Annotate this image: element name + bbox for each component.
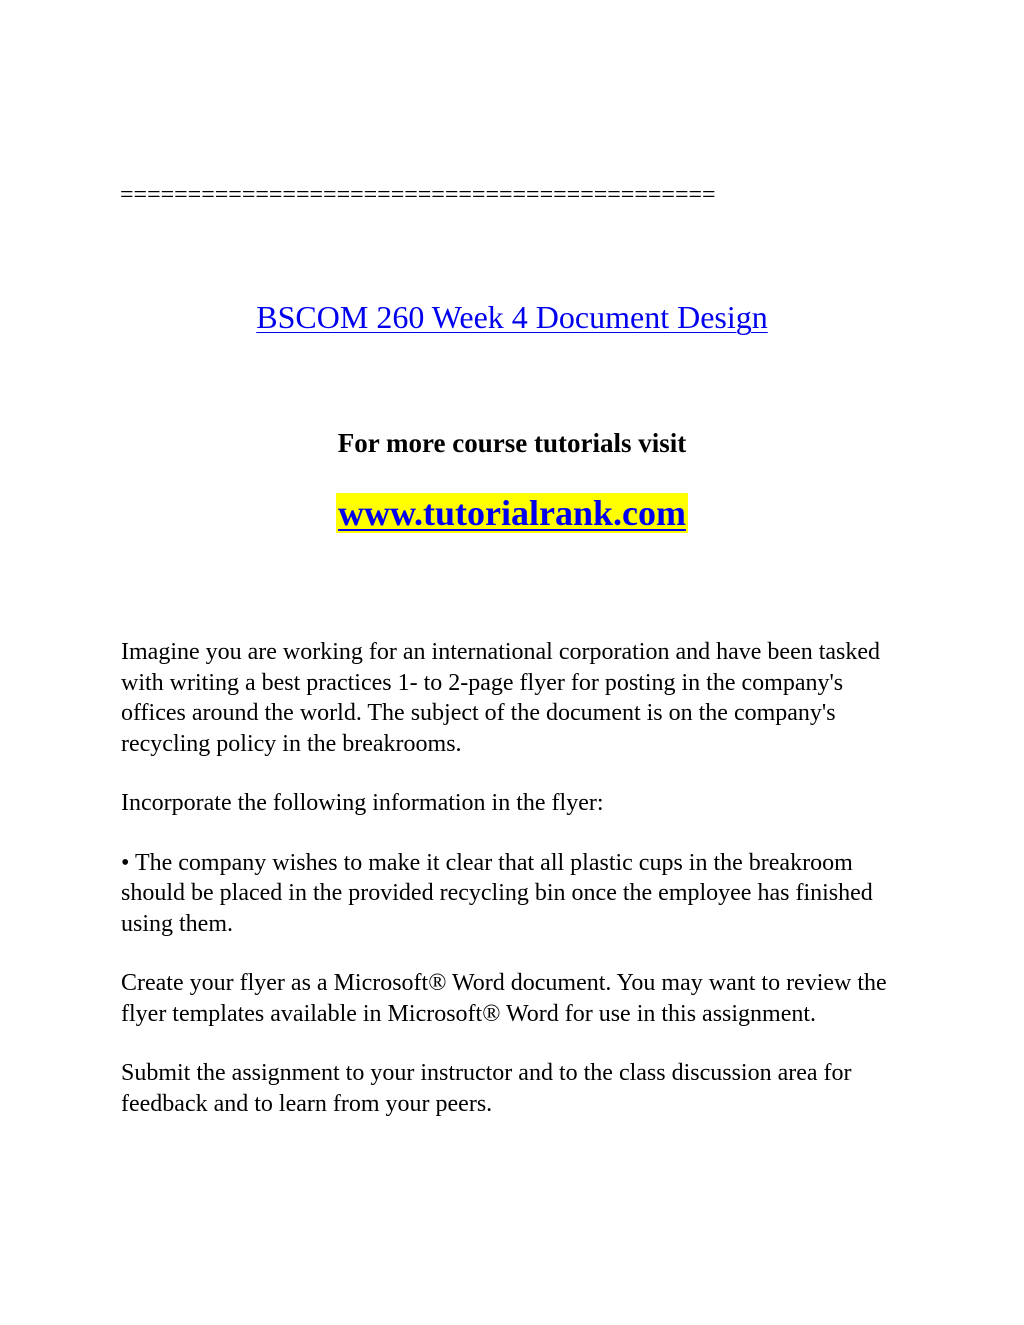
instruction-paragraph: Incorporate the following information in the flyer: xyxy=(121,790,604,816)
assignment-body xyxy=(121,637,911,1148)
bullet-paragraph: • The company wishes to make it clear that all plastic cups in the breakroom should be placed in the provided recycling bin once the employee has finished using them. xyxy=(121,849,873,937)
course-title-link[interactable]: BSCOM 260 Week 4 Document Design xyxy=(256,299,768,335)
intro-paragraph: Imagine you are working for an international corporation and have been tasked with writing a best practices 1- to 2-page flyer for posting in the company's offices around the world. The subject of the document is on the company's recycling policy in the breakrooms. xyxy=(121,639,881,757)
website-link[interactable]: www.tutorialrank.com xyxy=(338,493,686,533)
format-paragraph: Create your flyer as a Microsoft® Word document. You may want to review the flyer templates available in Microsoft® Word for use in this assignment. xyxy=(121,970,887,1027)
submit-paragraph: Submit the assignment to your instructor and to the class discussion area for feedback and to learn from your peers. xyxy=(121,1060,852,1117)
separator-line: ============================================ xyxy=(120,182,716,208)
site-link-container xyxy=(0,489,1024,537)
visit-heading: For more course tutorials visit xyxy=(337,428,687,458)
title-container xyxy=(0,297,1024,337)
